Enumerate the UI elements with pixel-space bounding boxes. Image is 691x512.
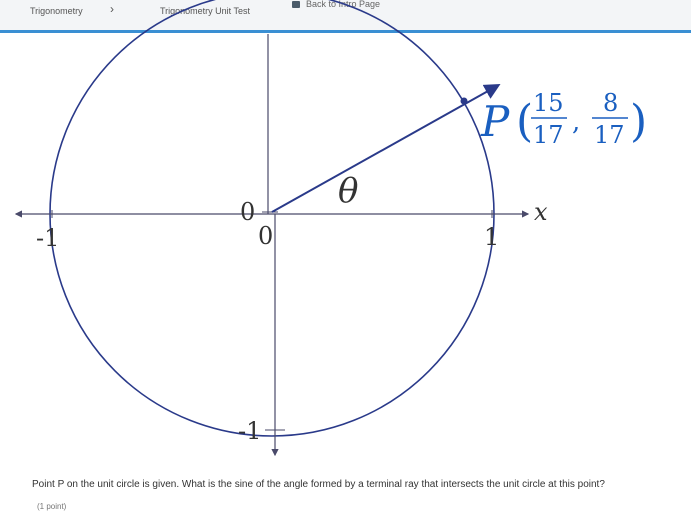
breadcrumb-unit-test[interactable]: Trigonometry Unit Test: [160, 6, 251, 16]
right-paren: ): [630, 96, 648, 147]
breadcrumb-trigonometry[interactable]: Trigonometry: [30, 6, 83, 16]
coordinate-comma: ,: [572, 107, 581, 137]
point-p-letter: P: [481, 97, 510, 146]
unit-circle: [50, 0, 494, 436]
x-axis-label: x: [534, 198, 548, 226]
x-coord-numerator: 15: [533, 89, 564, 117]
tick-label-1-x: 1: [484, 223, 500, 251]
tick-label-0-x: 0: [258, 222, 274, 250]
x-coord-denominator: 17: [533, 121, 564, 149]
y-coord-numerator: 8: [603, 89, 619, 117]
tick-label-neg1-y: -1: [238, 417, 262, 445]
breadcrumb-chevron-icon: ›: [110, 2, 114, 16]
question-points: (1 point): [37, 502, 67, 511]
left-paren: (: [516, 96, 534, 147]
terminal-ray: [272, 86, 497, 212]
tick-label-neg1-x: -1: [36, 224, 60, 252]
point-p-dot: [461, 98, 468, 105]
question-text: Point P on the unit circle is given. What is the sine of the angle formed by a terminal ray that intersects the unit circle at this point?: [32, 479, 605, 490]
y-coord-denominator: 17: [594, 121, 625, 149]
back-to-intro-label: Back to Intro Page: [306, 0, 381, 9]
angle-theta-label: θ: [338, 171, 359, 211]
tick-label-0-y: 0: [240, 198, 256, 226]
point-p-label: [480, 89, 647, 149]
